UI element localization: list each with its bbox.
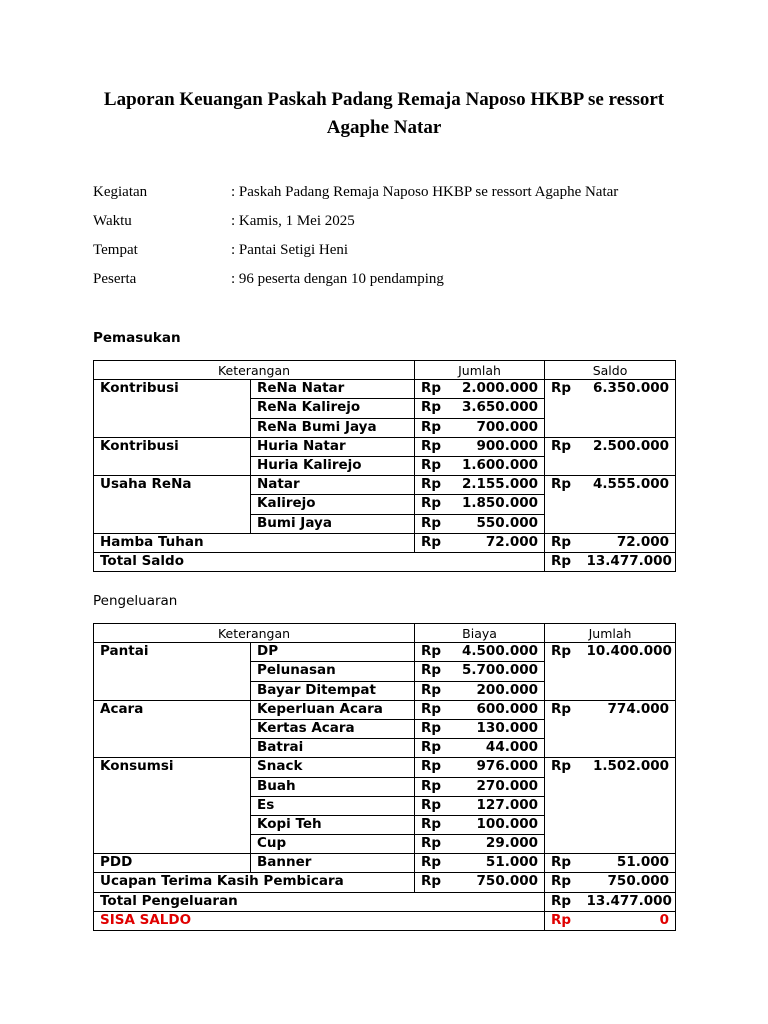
- currency-label: Rp: [415, 643, 451, 662]
- item-label: Huria Kalirejo: [251, 456, 415, 475]
- currency-label: Rp: [545, 700, 581, 758]
- item-label: Kopi Teh: [251, 815, 415, 834]
- currency-label: Rp: [415, 815, 451, 834]
- item-label: ReNa Natar: [251, 380, 415, 399]
- group-name: PDD: [94, 854, 251, 873]
- group-subtotal: 51.000: [581, 854, 676, 873]
- currency-label: Rp: [545, 380, 581, 438]
- item-label: Batrai: [251, 739, 415, 758]
- item-amount: 3.650.000: [451, 399, 545, 418]
- item-label: Kertas Acara: [251, 719, 415, 738]
- group-subtotal: 774.000: [581, 700, 676, 758]
- item-amount: 2.000.000: [451, 380, 545, 399]
- item-label: Ucapan Terima Kasih Pembicara: [94, 873, 415, 892]
- item-amount: 976.000: [451, 758, 545, 777]
- item-amount: 2.155.000: [451, 476, 545, 495]
- group-name: Pantai: [94, 643, 251, 701]
- item-label: Hamba Tuhan: [94, 533, 415, 552]
- item-label: Huria Natar: [251, 437, 415, 456]
- table-row: [94, 873, 676, 892]
- currency-label: Rp: [415, 437, 451, 456]
- item-label: Kalirejo: [251, 495, 415, 514]
- info-row: [93, 212, 693, 232]
- pengeluaran-heading: Pengeluaran: [93, 593, 178, 609]
- info-label: Peserta: [93, 271, 137, 287]
- item-label: Natar: [251, 476, 415, 495]
- col-header-jumlah: Jumlah: [545, 624, 676, 643]
- item-label: Bumi Jaya: [251, 514, 415, 533]
- item-label: Bayar Ditempat: [251, 681, 415, 700]
- page-title: Laporan Keuangan Paskah Padang Remaja Naposo HKBP se ressort Agaphe Natar: [103, 89, 665, 138]
- group-subtotal: 750.000: [581, 873, 676, 892]
- item-amount: 130.000: [451, 719, 545, 738]
- currency-label: Rp: [415, 719, 451, 738]
- currency-label: Rp: [545, 892, 581, 911]
- info-value: : 96 peserta dengan 10 pendamping: [231, 271, 444, 287]
- table-row: [94, 437, 676, 456]
- group-subtotal: 6.350.000: [581, 380, 676, 438]
- currency-label: Rp: [415, 476, 451, 495]
- info-row: [93, 270, 693, 290]
- pemasukan-heading: Pemasukan: [93, 330, 181, 346]
- item-amount: 900.000: [451, 437, 545, 456]
- col-header-biaya: Biaya: [415, 624, 545, 643]
- group-subtotal: 4.555.000: [581, 476, 676, 534]
- currency-label: Rp: [415, 681, 451, 700]
- currency-label: Rp: [415, 854, 451, 873]
- group-subtotal: 10.400.000: [581, 643, 676, 701]
- currency-label: Rp: [415, 777, 451, 796]
- currency-label: Rp: [545, 873, 581, 892]
- currency-label: Rp: [545, 437, 581, 475]
- info-value: : Pantai Setigi Heni: [231, 242, 349, 258]
- item-amount: 100.000: [451, 815, 545, 834]
- group-subtotal: 1.502.000: [581, 758, 676, 854]
- item-amount: 700.000: [451, 418, 545, 437]
- sisa-saldo-row-label: SISA SALDO: [94, 911, 545, 930]
- group-subtotal: 72.000: [581, 533, 676, 552]
- item-label: Keperluan Acara: [251, 700, 415, 719]
- item-amount: 600.000: [451, 700, 545, 719]
- item-label: Snack: [251, 758, 415, 777]
- item-amount: 72.000: [451, 533, 545, 552]
- item-amount: 550.000: [451, 514, 545, 533]
- info-row: [93, 183, 693, 203]
- item-label: Banner: [251, 854, 415, 873]
- currency-label: Rp: [545, 643, 581, 701]
- currency-label: Rp: [545, 533, 581, 552]
- pengeluaran-table: [93, 623, 676, 931]
- info-label: Kegiatan: [93, 184, 148, 200]
- info-value: : Paskah Padang Remaja Naposo HKBP se ressort Agaphe Natar: [231, 184, 619, 200]
- currency-label: Rp: [415, 739, 451, 758]
- currency-label: Rp: [545, 476, 581, 534]
- item-amount: 44.000: [451, 739, 545, 758]
- group-name: Kontribusi: [94, 437, 251, 475]
- currency-label: Rp: [545, 854, 581, 873]
- total-pengeluaran-row-label: Total Pengeluaran: [94, 892, 545, 911]
- currency-label: Rp: [415, 873, 451, 892]
- currency-label: Rp: [415, 456, 451, 475]
- item-amount: 1.600.000: [451, 456, 545, 475]
- group-name: Acara: [94, 700, 251, 758]
- currency-label: Rp: [415, 796, 451, 815]
- item-amount: 1.850.000: [451, 495, 545, 514]
- group-name: Usaha ReNa: [94, 476, 251, 534]
- total-saldo-row-amount: 13.477.000: [581, 552, 676, 571]
- info-label: Tempat: [93, 242, 138, 258]
- table-row: [94, 854, 676, 873]
- item-label: Buah: [251, 777, 415, 796]
- item-amount: 4.500.000: [451, 643, 545, 662]
- item-label: ReNa Bumi Jaya: [251, 418, 415, 437]
- table-row: [94, 533, 676, 552]
- currency-label: Rp: [415, 835, 451, 854]
- currency-label: Rp: [415, 533, 451, 552]
- item-label: ReNa Kalirejo: [251, 399, 415, 418]
- table-row: [94, 643, 676, 662]
- group-subtotal: 2.500.000: [581, 437, 676, 475]
- sisa-saldo-row-amount: 0: [581, 911, 676, 930]
- table-row: [94, 380, 676, 399]
- pemasukan-table: [93, 360, 676, 572]
- table-row: [94, 700, 676, 719]
- item-amount: 29.000: [451, 835, 545, 854]
- group-name: Kontribusi: [94, 380, 251, 438]
- item-amount: 51.000: [451, 854, 545, 873]
- info-value: : Kamis, 1 Mei 2025: [231, 213, 355, 229]
- sisa-saldo-row: [94, 911, 676, 930]
- col-header-keterangan: Keterangan: [94, 361, 415, 380]
- total-saldo-row: [94, 552, 676, 571]
- table-row: [94, 476, 676, 495]
- item-label: Pelunasan: [251, 662, 415, 681]
- item-amount: 127.000: [451, 796, 545, 815]
- total-pengeluaran-row-amount: 13.477.000: [581, 892, 676, 911]
- currency-label: Rp: [415, 662, 451, 681]
- currency-label: Rp: [545, 552, 581, 571]
- group-name: Konsumsi: [94, 758, 251, 854]
- table-row: [94, 758, 676, 777]
- total-pengeluaran-row: [94, 892, 676, 911]
- currency-label: Rp: [415, 758, 451, 777]
- currency-label: Rp: [415, 380, 451, 399]
- currency-label: Rp: [415, 700, 451, 719]
- currency-label: Rp: [545, 911, 581, 930]
- col-header-jumlah: Jumlah: [415, 361, 545, 380]
- item-amount: 750.000: [451, 873, 545, 892]
- currency-label: Rp: [415, 418, 451, 437]
- item-label: Es: [251, 796, 415, 815]
- info-row: [93, 241, 693, 261]
- item-label: Cup: [251, 835, 415, 854]
- currency-label: Rp: [545, 758, 581, 854]
- item-amount: 5.700.000: [451, 662, 545, 681]
- item-amount: 270.000: [451, 777, 545, 796]
- currency-label: Rp: [415, 514, 451, 533]
- col-header-saldo: Saldo: [545, 361, 676, 380]
- item-amount: 200.000: [451, 681, 545, 700]
- currency-label: Rp: [415, 399, 451, 418]
- total-saldo-row-label: Total Saldo: [94, 552, 545, 571]
- info-label: Waktu: [93, 213, 132, 229]
- currency-label: Rp: [415, 495, 451, 514]
- col-header-keterangan: Keterangan: [94, 624, 415, 643]
- item-label: DP: [251, 643, 415, 662]
